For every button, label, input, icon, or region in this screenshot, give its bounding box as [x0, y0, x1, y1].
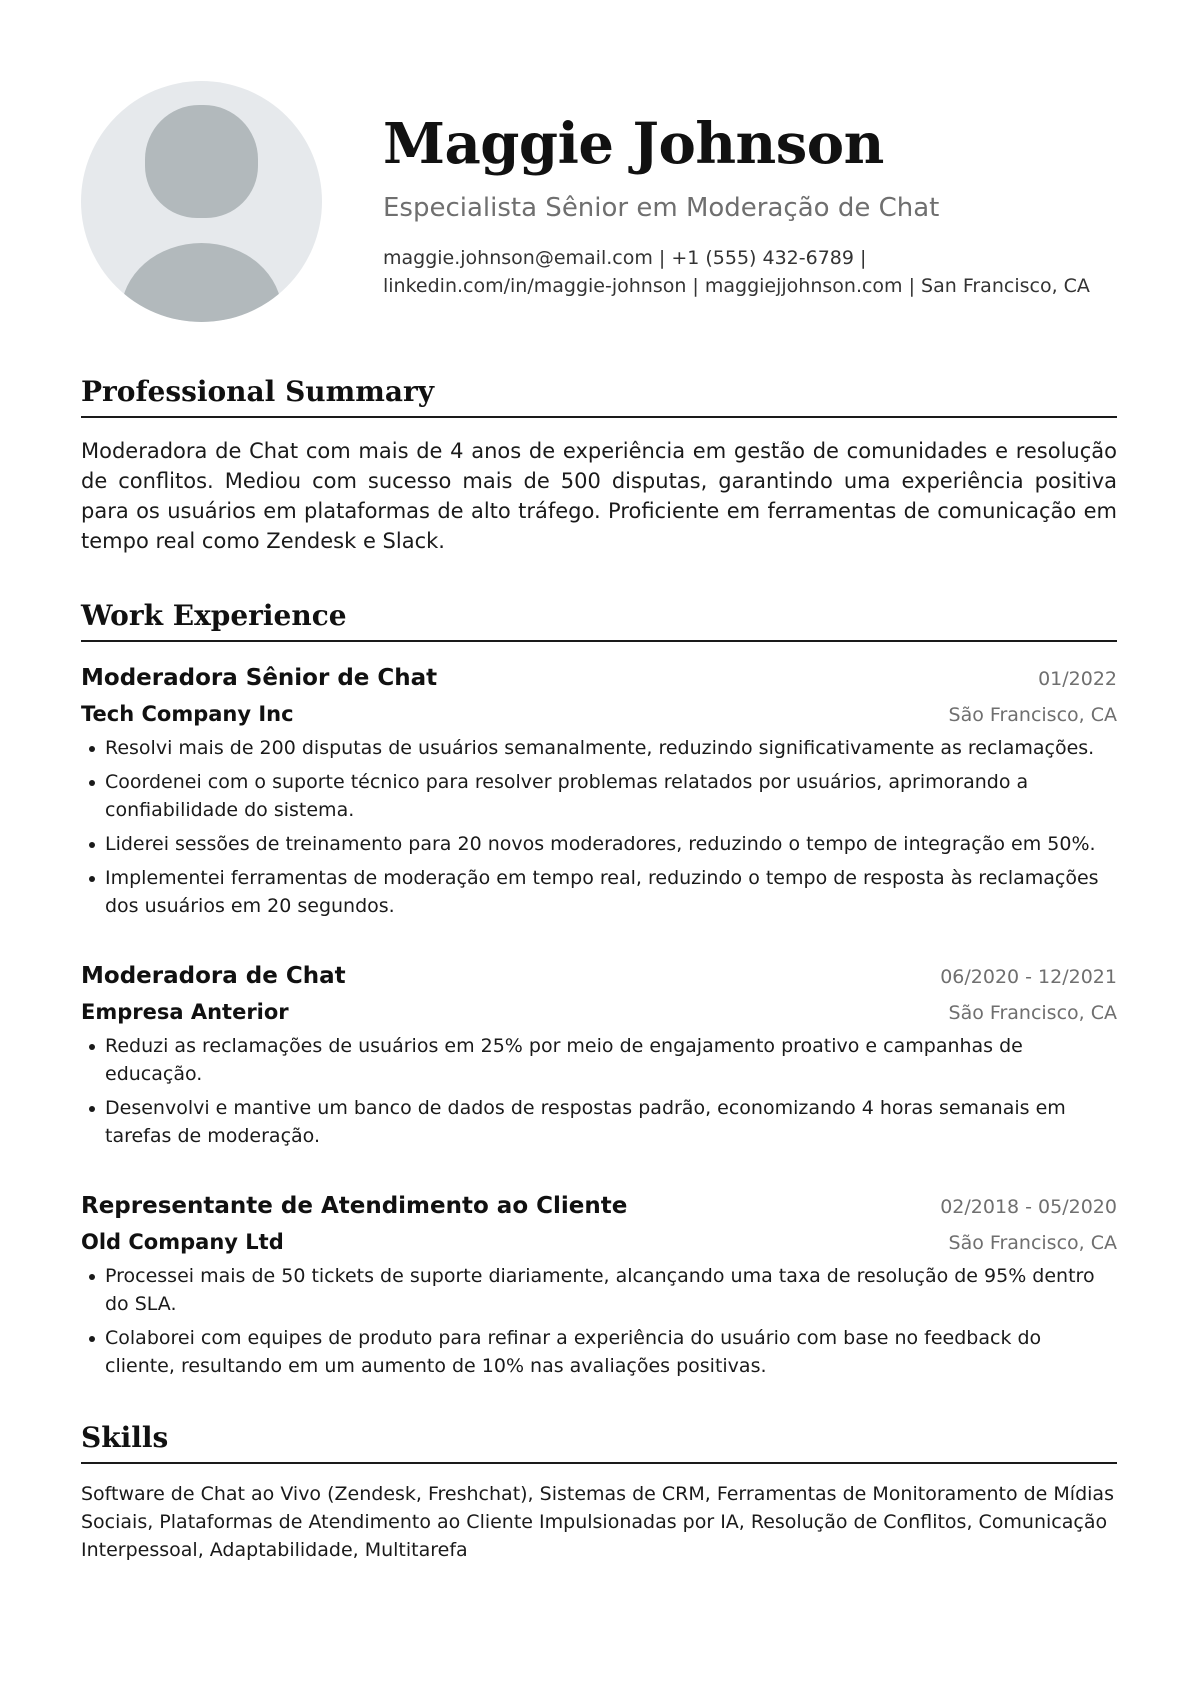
job-header-row — [81, 958, 1117, 995]
contact-info — [383, 244, 1143, 300]
job-header-row — [81, 660, 1117, 697]
job-header-row — [81, 1188, 1117, 1225]
job-role: Moderadora de Chat — [81, 963, 346, 989]
job-entry — [81, 660, 1117, 920]
job-bullet-list — [81, 1032, 1117, 1150]
job-date: 02/2018 - 05/2020 — [940, 1196, 1117, 1218]
job-date: 01/2022 — [1038, 668, 1117, 690]
avatar-shoulders-shape — [121, 243, 282, 322]
job-company-row — [81, 1225, 1117, 1260]
skills-section — [81, 1418, 1117, 1564]
job-location: São Francisco, CA — [948, 704, 1117, 726]
experience-heading: Work Experience — [81, 596, 1117, 642]
job-role: Moderadora Sênior de Chat — [81, 665, 438, 691]
skills-text: Software de Chat ao Vivo (Zendesk, Freshchat), Sistemas de CRM, Ferramentas de Monitoramento de Mídias Sociais, Plataformas de Atendimento ao Cliente Impulsionadas por IA, Resolução de Conflitos, Comunicação Interpessoal, Adaptabilidade, Multitarefa — [81, 1483, 1114, 1561]
summary-text: Moderadora de Chat com mais de 4 anos de experiência em gestão de comunidades e resolução de conflitos. Mediou com sucesso mais de 500 disputas, garantindo uma experiência positiva para os usuários em plataformas de alto tráfego. Proficiente em ferramentas de comunicação em tempo real como Zendesk e Slack. — [81, 439, 1117, 553]
contact-line-2: linkedin.com/in/maggie-johnson | maggiejjohnson.com | San Francisco, CA — [383, 275, 1090, 297]
job-bullet: Coordenei com o suporte técnico para resolver problemas relatados por usuários, aprimorando a confiabilidade do sistema. — [81, 768, 1117, 824]
job-bullet: Liderei sessões de treinamento para 20 novos moderadores, reduzindo o tempo de integração em 50%. — [81, 830, 1117, 858]
summary-section — [81, 372, 1117, 556]
job-entry — [81, 1188, 1117, 1380]
job-company: Tech Company Inc — [81, 702, 294, 726]
job-bullet-list — [81, 734, 1117, 920]
experience-section — [81, 596, 1117, 1386]
job-date: 06/2020 - 12/2021 — [940, 966, 1117, 988]
job-company: Empresa Anterior — [81, 1000, 289, 1024]
job-bullet-list — [81, 1262, 1117, 1380]
skills-heading: Skills — [81, 1418, 1117, 1464]
candidate-title: Especialista Sênior em Moderação de Chat — [383, 193, 940, 223]
avatar-head-shape — [145, 105, 258, 218]
job-bullet: Reduzi as reclamações de usuários em 25% por meio de engajamento proativo e campanhas de educação. — [81, 1032, 1117, 1088]
job-bullet: Processei mais de 50 tickets de suporte diariamente, alcançando uma taxa de resolução de 95% dentro do SLA. — [81, 1262, 1117, 1318]
candidate-name: Maggie Johnson — [383, 111, 884, 177]
job-company-row — [81, 995, 1117, 1030]
job-location: São Francisco, CA — [948, 1232, 1117, 1254]
job-entry — [81, 958, 1117, 1150]
job-bullet: Resolvi mais de 200 disputas de usuários semanalmente, reduzindo significativamente as reclamações. — [81, 734, 1117, 762]
job-bullet: Implementei ferramentas de moderação em tempo real, reduzindo o tempo de resposta às reclamações dos usuários em 20 segundos. — [81, 864, 1117, 920]
job-bullet: Desenvolvi e mantive um banco de dados de respostas padrão, economizando 4 horas semanais em tarefas de moderação. — [81, 1094, 1117, 1150]
contact-line-1: maggie.johnson@email.com | +1 (555) 432-6789 | — [383, 247, 867, 269]
summary-heading: Professional Summary — [81, 372, 1117, 418]
avatar-placeholder — [81, 81, 322, 322]
job-company-row — [81, 697, 1117, 732]
job-role: Representante de Atendimento ao Cliente — [81, 1193, 628, 1219]
job-location: São Francisco, CA — [948, 1002, 1117, 1024]
job-company: Old Company Ltd — [81, 1230, 284, 1254]
job-bullet: Colaborei com equipes de produto para refinar a experiência do usuário com base no feedback do cliente, resultando em um aumento de 10% nas avaliações positivas. — [81, 1324, 1117, 1380]
